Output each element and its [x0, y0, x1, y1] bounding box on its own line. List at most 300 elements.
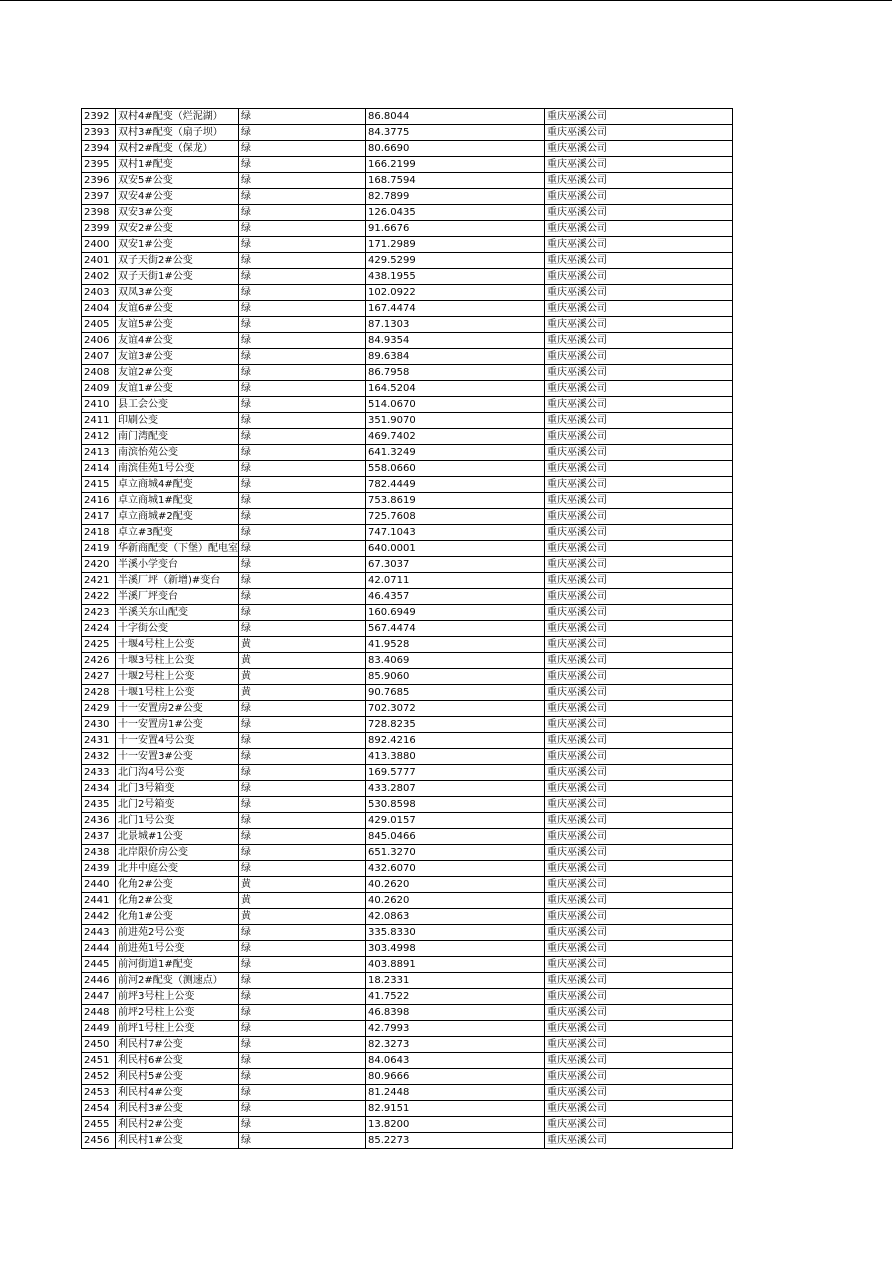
status-color-cell: 绿 — [239, 493, 366, 509]
transformer-name-cell: 化角2#公变 — [116, 877, 239, 893]
row-number-cell: 2433 — [82, 765, 116, 781]
company-cell: 重庆巫溪公司 — [545, 285, 733, 301]
transformer-name-cell: 友谊1#公变 — [116, 381, 239, 397]
transformer-name-cell: 双凤3#公变 — [116, 285, 239, 301]
row-number-cell: 2422 — [82, 589, 116, 605]
status-color-cell: 黄 — [239, 877, 366, 893]
transformer-name-cell: 双安3#公变 — [116, 205, 239, 221]
value-cell: 91.6676 — [366, 221, 545, 237]
table-row — [82, 109, 733, 125]
table-row — [82, 381, 733, 397]
company-cell: 重庆巫溪公司 — [545, 477, 733, 493]
table-row — [82, 429, 733, 445]
table-row — [82, 1021, 733, 1037]
transformer-name-cell: 十堰1号柱上公变 — [116, 685, 239, 701]
table-row — [82, 909, 733, 925]
value-cell: 640.0001 — [366, 541, 545, 557]
value-cell: 169.5777 — [366, 765, 545, 781]
value-cell: 41.7522 — [366, 989, 545, 1005]
table-row — [82, 1053, 733, 1069]
row-number-cell: 2442 — [82, 909, 116, 925]
transformer-name-cell: 前河街道1#配变 — [116, 957, 239, 973]
company-cell: 重庆巫溪公司 — [545, 861, 733, 877]
row-number-cell: 2456 — [82, 1133, 116, 1149]
company-cell: 重庆巫溪公司 — [545, 125, 733, 141]
value-cell: 82.7899 — [366, 189, 545, 205]
status-color-cell: 绿 — [239, 461, 366, 477]
transformer-name-cell: 南滨佳苑1号公变 — [116, 461, 239, 477]
transformer-name-cell: 县工会公变 — [116, 397, 239, 413]
transformer-name-cell: 前坪1号柱上公变 — [116, 1021, 239, 1037]
table-row — [82, 349, 733, 365]
status-color-cell: 黄 — [239, 653, 366, 669]
row-number-cell: 2451 — [82, 1053, 116, 1069]
company-cell: 重庆巫溪公司 — [545, 573, 733, 589]
transformer-name-cell: 友谊2#公变 — [116, 365, 239, 381]
row-number-cell: 2412 — [82, 429, 116, 445]
table-row — [82, 1005, 733, 1021]
row-number-cell: 2441 — [82, 893, 116, 909]
table-row — [82, 1133, 733, 1149]
status-color-cell: 绿 — [239, 253, 366, 269]
value-cell: 13.8200 — [366, 1117, 545, 1133]
company-cell: 重庆巫溪公司 — [545, 397, 733, 413]
table-row — [82, 1085, 733, 1101]
transformer-name-cell: 双安4#公变 — [116, 189, 239, 205]
value-cell: 641.3249 — [366, 445, 545, 461]
table-row — [82, 317, 733, 333]
row-number-cell: 2411 — [82, 413, 116, 429]
transformer-name-cell: 利民村2#公变 — [116, 1117, 239, 1133]
row-number-cell: 2395 — [82, 157, 116, 173]
table-row — [82, 797, 733, 813]
company-cell: 重庆巫溪公司 — [545, 1053, 733, 1069]
table-row — [82, 333, 733, 349]
value-cell: 728.8235 — [366, 717, 545, 733]
transformer-name-cell: 前坪3号柱上公变 — [116, 989, 239, 1005]
transformer-name-cell: 半溪厂坪（新增)#变台 — [116, 573, 239, 589]
company-cell: 重庆巫溪公司 — [545, 1085, 733, 1101]
company-cell: 重庆巫溪公司 — [545, 493, 733, 509]
company-cell: 重庆巫溪公司 — [545, 653, 733, 669]
table-row — [82, 493, 733, 509]
status-color-cell: 绿 — [239, 1005, 366, 1021]
status-color-cell: 黄 — [239, 669, 366, 685]
value-cell: 83.4069 — [366, 653, 545, 669]
company-cell: 重庆巫溪公司 — [545, 957, 733, 973]
row-number-cell: 2416 — [82, 493, 116, 509]
company-cell: 重庆巫溪公司 — [545, 781, 733, 797]
value-cell: 85.9060 — [366, 669, 545, 685]
value-cell: 40.2620 — [366, 893, 545, 909]
status-color-cell: 绿 — [239, 173, 366, 189]
value-cell: 651.3270 — [366, 845, 545, 861]
row-number-cell: 2425 — [82, 637, 116, 653]
row-number-cell: 2439 — [82, 861, 116, 877]
table-row — [82, 845, 733, 861]
row-number-cell: 2421 — [82, 573, 116, 589]
value-cell: 335.8330 — [366, 925, 545, 941]
company-cell: 重庆巫溪公司 — [545, 605, 733, 621]
row-number-cell: 2431 — [82, 733, 116, 749]
value-cell: 42.7993 — [366, 1021, 545, 1037]
value-cell: 80.6690 — [366, 141, 545, 157]
value-cell: 433.2807 — [366, 781, 545, 797]
table-row — [82, 1037, 733, 1053]
status-color-cell: 绿 — [239, 269, 366, 285]
value-cell: 438.1955 — [366, 269, 545, 285]
row-number-cell: 2420 — [82, 557, 116, 573]
transformer-name-cell: 双安2#公变 — [116, 221, 239, 237]
transformer-name-cell: 十一安置4号公变 — [116, 733, 239, 749]
company-cell: 重庆巫溪公司 — [545, 269, 733, 285]
company-cell: 重庆巫溪公司 — [545, 221, 733, 237]
company-cell: 重庆巫溪公司 — [545, 109, 733, 125]
status-color-cell: 绿 — [239, 1117, 366, 1133]
status-color-cell: 绿 — [239, 141, 366, 157]
table-row — [82, 157, 733, 173]
company-cell: 重庆巫溪公司 — [545, 1037, 733, 1053]
transformer-name-cell: 半溪厂坪变台 — [116, 589, 239, 605]
status-color-cell: 绿 — [239, 445, 366, 461]
table-row — [82, 1101, 733, 1117]
company-cell: 重庆巫溪公司 — [545, 141, 733, 157]
table-row — [82, 861, 733, 877]
table-row — [82, 445, 733, 461]
transformer-name-cell: 十堰2号柱上公变 — [116, 669, 239, 685]
value-cell: 166.2199 — [366, 157, 545, 173]
status-color-cell: 绿 — [239, 1133, 366, 1149]
row-number-cell: 2406 — [82, 333, 116, 349]
table-row — [82, 509, 733, 525]
status-color-cell: 绿 — [239, 1053, 366, 1069]
status-color-cell: 绿 — [239, 285, 366, 301]
transformer-name-cell: 双村3#配变（扇子坝） — [116, 125, 239, 141]
transformer-name-cell: 双安1#公变 — [116, 237, 239, 253]
company-cell: 重庆巫溪公司 — [545, 333, 733, 349]
company-cell: 重庆巫溪公司 — [545, 173, 733, 189]
status-color-cell: 绿 — [239, 573, 366, 589]
value-cell: 892.4216 — [366, 733, 545, 749]
status-color-cell: 绿 — [239, 525, 366, 541]
value-cell: 303.4998 — [366, 941, 545, 957]
value-cell: 429.0157 — [366, 813, 545, 829]
status-color-cell: 绿 — [239, 749, 366, 765]
table-row — [82, 605, 733, 621]
transformer-name-cell: 利民村6#公变 — [116, 1053, 239, 1069]
value-cell: 747.1043 — [366, 525, 545, 541]
status-color-cell: 绿 — [239, 621, 366, 637]
transformer-name-cell: 友谊5#公变 — [116, 317, 239, 333]
table-row — [82, 477, 733, 493]
status-color-cell: 绿 — [239, 1101, 366, 1117]
status-color-cell: 绿 — [239, 301, 366, 317]
table-row — [82, 173, 733, 189]
transformer-name-cell: 北门2号箱变 — [116, 797, 239, 813]
transformer-name-cell: 北井中庭公变 — [116, 861, 239, 877]
company-cell: 重庆巫溪公司 — [545, 237, 733, 253]
value-cell: 82.9151 — [366, 1101, 545, 1117]
value-cell: 469.7402 — [366, 429, 545, 445]
table-row — [82, 717, 733, 733]
company-cell: 重庆巫溪公司 — [545, 301, 733, 317]
company-cell: 重庆巫溪公司 — [545, 1005, 733, 1021]
top-border-line — [0, 0, 892, 1]
status-color-cell: 绿 — [239, 797, 366, 813]
status-color-cell: 绿 — [239, 1021, 366, 1037]
table-row — [82, 893, 733, 909]
transformer-name-cell: 化角1#公变 — [116, 909, 239, 925]
table-row — [82, 365, 733, 381]
transformer-name-cell: 利民村4#公变 — [116, 1085, 239, 1101]
value-cell: 403.8891 — [366, 957, 545, 973]
transformer-name-cell: 利民村1#公变 — [116, 1133, 239, 1149]
value-cell: 413.3880 — [366, 749, 545, 765]
transformer-name-cell: 利民村5#公变 — [116, 1069, 239, 1085]
status-color-cell: 绿 — [239, 205, 366, 221]
status-color-cell: 绿 — [239, 589, 366, 605]
table-row — [82, 765, 733, 781]
transformer-name-cell: 前进苑2号公变 — [116, 925, 239, 941]
company-cell: 重庆巫溪公司 — [545, 973, 733, 989]
value-cell: 18.2331 — [366, 973, 545, 989]
transformer-name-cell: 前进苑1号公变 — [116, 941, 239, 957]
row-number-cell: 2402 — [82, 269, 116, 285]
value-cell: 558.0660 — [366, 461, 545, 477]
table-row — [82, 589, 733, 605]
company-cell: 重庆巫溪公司 — [545, 893, 733, 909]
status-color-cell: 绿 — [239, 397, 366, 413]
status-color-cell: 绿 — [239, 365, 366, 381]
company-cell: 重庆巫溪公司 — [545, 509, 733, 525]
row-number-cell: 2446 — [82, 973, 116, 989]
transformer-name-cell: 南滨怡苑公变 — [116, 445, 239, 461]
status-color-cell: 绿 — [239, 829, 366, 845]
row-number-cell: 2450 — [82, 1037, 116, 1053]
row-number-cell: 2448 — [82, 1005, 116, 1021]
table-row — [82, 189, 733, 205]
status-color-cell: 绿 — [239, 989, 366, 1005]
value-cell: 530.8598 — [366, 797, 545, 813]
company-cell: 重庆巫溪公司 — [545, 445, 733, 461]
status-color-cell: 绿 — [239, 157, 366, 173]
transformer-name-cell: 双安5#公变 — [116, 173, 239, 189]
transformer-name-cell: 友谊6#公变 — [116, 301, 239, 317]
company-cell: 重庆巫溪公司 — [545, 189, 733, 205]
value-cell: 845.0466 — [366, 829, 545, 845]
value-cell: 81.2448 — [366, 1085, 545, 1101]
value-cell: 87.1303 — [366, 317, 545, 333]
company-cell: 重庆巫溪公司 — [545, 1069, 733, 1085]
status-color-cell: 绿 — [239, 189, 366, 205]
value-cell: 725.7608 — [366, 509, 545, 525]
status-color-cell: 绿 — [239, 925, 366, 941]
status-color-cell: 绿 — [239, 813, 366, 829]
company-cell: 重庆巫溪公司 — [545, 349, 733, 365]
table-row — [82, 733, 733, 749]
row-number-cell: 2424 — [82, 621, 116, 637]
table-row — [82, 877, 733, 893]
transformer-name-cell: 半溪小学变台 — [116, 557, 239, 573]
row-number-cell: 2409 — [82, 381, 116, 397]
transformer-name-cell: 前坪2号柱上公变 — [116, 1005, 239, 1021]
transformer-name-cell: 卓立商城4#配变 — [116, 477, 239, 493]
value-cell: 84.9354 — [366, 333, 545, 349]
company-cell: 重庆巫溪公司 — [545, 365, 733, 381]
table-row — [82, 125, 733, 141]
company-cell: 重庆巫溪公司 — [545, 669, 733, 685]
company-cell: 重庆巫溪公司 — [545, 765, 733, 781]
table-row — [82, 813, 733, 829]
row-number-cell: 2405 — [82, 317, 116, 333]
row-number-cell: 2436 — [82, 813, 116, 829]
status-color-cell: 绿 — [239, 333, 366, 349]
company-cell: 重庆巫溪公司 — [545, 429, 733, 445]
company-cell: 重庆巫溪公司 — [545, 989, 733, 1005]
table-row — [82, 957, 733, 973]
row-number-cell: 2454 — [82, 1101, 116, 1117]
status-color-cell: 绿 — [239, 509, 366, 525]
table-row — [82, 461, 733, 477]
transformer-name-cell: 北门沟4号公变 — [116, 765, 239, 781]
transformer-name-cell: 北门1号公变 — [116, 813, 239, 829]
company-cell: 重庆巫溪公司 — [545, 813, 733, 829]
company-cell: 重庆巫溪公司 — [545, 845, 733, 861]
row-number-cell: 2418 — [82, 525, 116, 541]
transformer-name-cell: 北景城#1公变 — [116, 829, 239, 845]
table-row — [82, 989, 733, 1005]
transformer-name-cell: 友谊4#公变 — [116, 333, 239, 349]
status-color-cell: 绿 — [239, 1069, 366, 1085]
row-number-cell: 2419 — [82, 541, 116, 557]
value-cell: 42.0711 — [366, 573, 545, 589]
status-color-cell: 绿 — [239, 941, 366, 957]
value-cell: 67.3037 — [366, 557, 545, 573]
company-cell: 重庆巫溪公司 — [545, 797, 733, 813]
transformer-table — [81, 108, 733, 1149]
row-number-cell: 2430 — [82, 717, 116, 733]
status-color-cell: 绿 — [239, 845, 366, 861]
status-color-cell: 绿 — [239, 701, 366, 717]
value-cell: 782.4449 — [366, 477, 545, 493]
transformer-name-cell: 卓立#3配变 — [116, 525, 239, 541]
table-row — [82, 749, 733, 765]
company-cell: 重庆巫溪公司 — [545, 461, 733, 477]
row-number-cell: 2437 — [82, 829, 116, 845]
transformer-name-cell: 双村2#配变（保龙） — [116, 141, 239, 157]
transformer-name-cell: 卓立商城1#配变 — [116, 493, 239, 509]
value-cell: 164.5204 — [366, 381, 545, 397]
status-color-cell: 绿 — [239, 957, 366, 973]
table-row — [82, 253, 733, 269]
company-cell: 重庆巫溪公司 — [545, 749, 733, 765]
table-row — [82, 573, 733, 589]
value-cell: 567.4474 — [366, 621, 545, 637]
value-cell: 82.3273 — [366, 1037, 545, 1053]
row-number-cell: 2415 — [82, 477, 116, 493]
value-cell: 160.6949 — [366, 605, 545, 621]
table-row — [82, 653, 733, 669]
status-color-cell: 绿 — [239, 413, 366, 429]
table-row — [82, 941, 733, 957]
company-cell: 重庆巫溪公司 — [545, 877, 733, 893]
company-cell: 重庆巫溪公司 — [545, 701, 733, 717]
value-cell: 171.2989 — [366, 237, 545, 253]
table-row — [82, 781, 733, 797]
status-color-cell: 黄 — [239, 909, 366, 925]
company-cell: 重庆巫溪公司 — [545, 1021, 733, 1037]
company-cell: 重庆巫溪公司 — [545, 621, 733, 637]
table-row — [82, 541, 733, 557]
table-body — [82, 109, 733, 1149]
transformer-name-cell: 十一安置房2#公变 — [116, 701, 239, 717]
status-color-cell: 绿 — [239, 221, 366, 237]
table-row — [82, 973, 733, 989]
status-color-cell: 绿 — [239, 429, 366, 445]
row-number-cell: 2438 — [82, 845, 116, 861]
status-color-cell: 绿 — [239, 317, 366, 333]
status-color-cell: 绿 — [239, 1037, 366, 1053]
table-row — [82, 637, 733, 653]
table-row — [82, 285, 733, 301]
status-color-cell: 绿 — [239, 765, 366, 781]
status-color-cell: 绿 — [239, 381, 366, 397]
row-number-cell: 2443 — [82, 925, 116, 941]
row-number-cell: 2408 — [82, 365, 116, 381]
value-cell: 46.8398 — [366, 1005, 545, 1021]
value-cell: 86.8044 — [366, 109, 545, 125]
company-cell: 重庆巫溪公司 — [545, 157, 733, 173]
table-row — [82, 525, 733, 541]
transformer-name-cell: 双子天街1#公变 — [116, 269, 239, 285]
company-cell: 重庆巫溪公司 — [545, 909, 733, 925]
row-number-cell: 2445 — [82, 957, 116, 973]
table-row — [82, 397, 733, 413]
row-number-cell: 2455 — [82, 1117, 116, 1133]
transformer-name-cell: 十一安置房1#公变 — [116, 717, 239, 733]
row-number-cell: 2392 — [82, 109, 116, 125]
company-cell: 重庆巫溪公司 — [545, 589, 733, 605]
row-number-cell: 2452 — [82, 1069, 116, 1085]
table-row — [82, 685, 733, 701]
transformer-name-cell: 前河2#配变（测速点） — [116, 973, 239, 989]
row-number-cell: 2453 — [82, 1085, 116, 1101]
status-color-cell: 绿 — [239, 125, 366, 141]
company-cell: 重庆巫溪公司 — [545, 1133, 733, 1149]
value-cell: 90.7685 — [366, 685, 545, 701]
table-row — [82, 829, 733, 845]
transformer-name-cell: 半溪关东山配变 — [116, 605, 239, 621]
row-number-cell: 2449 — [82, 1021, 116, 1037]
row-number-cell: 2434 — [82, 781, 116, 797]
company-cell: 重庆巫溪公司 — [545, 541, 733, 557]
table-row — [82, 621, 733, 637]
status-color-cell: 黄 — [239, 685, 366, 701]
value-cell: 126.0435 — [366, 205, 545, 221]
value-cell: 40.2620 — [366, 877, 545, 893]
row-number-cell: 2397 — [82, 189, 116, 205]
row-number-cell: 2404 — [82, 301, 116, 317]
row-number-cell: 2447 — [82, 989, 116, 1005]
value-cell: 514.0670 — [366, 397, 545, 413]
company-cell: 重庆巫溪公司 — [545, 253, 733, 269]
company-cell: 重庆巫溪公司 — [545, 717, 733, 733]
value-cell: 432.6070 — [366, 861, 545, 877]
status-color-cell: 绿 — [239, 109, 366, 125]
value-cell: 702.3072 — [366, 701, 545, 717]
row-number-cell: 2427 — [82, 669, 116, 685]
value-cell: 753.8619 — [366, 493, 545, 509]
